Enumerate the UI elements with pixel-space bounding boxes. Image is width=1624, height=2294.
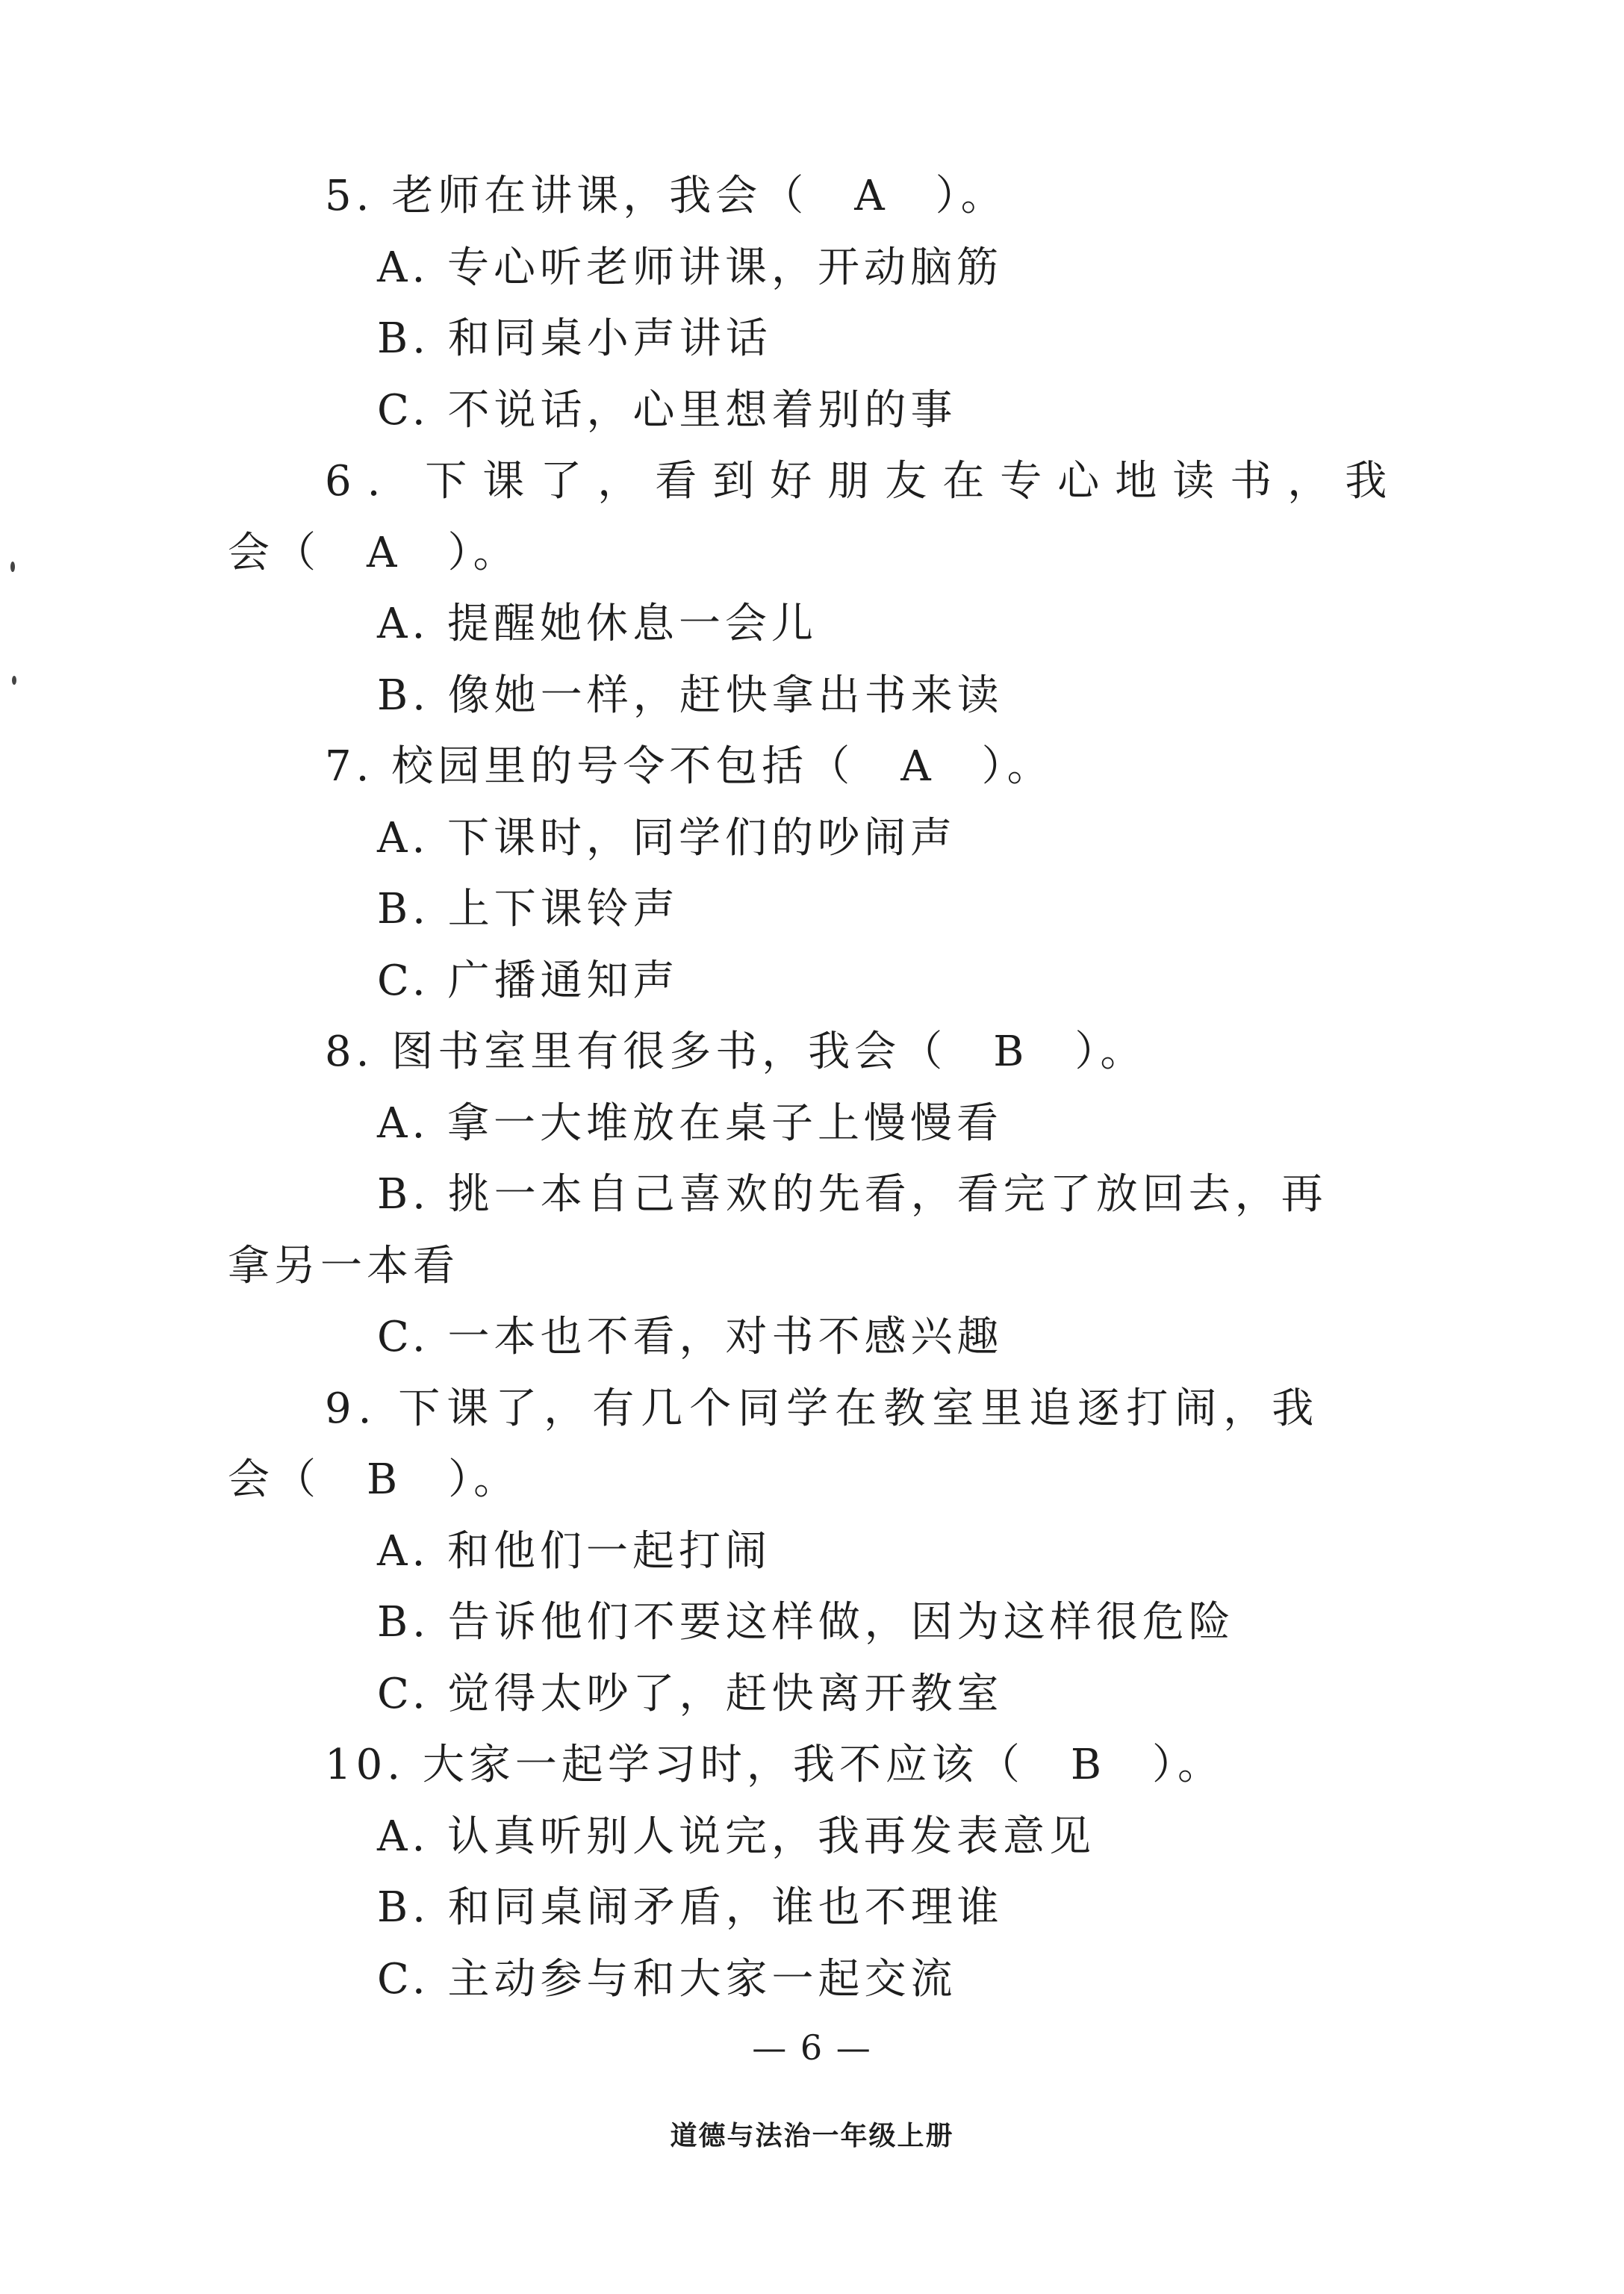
question-9-stem-continued: 会（ B ）。 — [228, 1455, 520, 1504]
question-list — [228, 161, 1407, 2015]
question-8-option-b-continued: 拿另一本看 — [228, 1241, 459, 1290]
question-6-stem-continued: 会（ A ）。 — [228, 528, 520, 577]
question-8-option-a: A. 拿一大堆放在桌子上慢慢看 — [377, 1098, 1004, 1148]
question-5-option-b: B. 和同桌小声讲话 — [377, 314, 772, 363]
question-9-option-a: A. 和他们一起打闹 — [377, 1526, 772, 1576]
question-5-option-c: C. 不说话，心里想着别的事 — [377, 385, 957, 435]
question-5-option-a: A. 专心听老师讲课，开动脑筋 — [377, 243, 1004, 292]
question-7-option-a: A. 下课时，同学们的吵闹声 — [377, 813, 957, 862]
question-5-stem: 5. 老师在讲课，我会（ A ）。 — [325, 172, 1007, 220]
book-title: 道德与法治一年级上册 — [670, 2121, 954, 2151]
question-6-option-b: B. 像她一样，赶快拿出书来读 — [377, 671, 1004, 720]
question-10-option-a: A. 认真听别人说完，我再发表意见 — [377, 1812, 1096, 1861]
question-6-stem: 6. 下课了，看到好朋友在专心地读书，我 — [325, 457, 1403, 506]
scan-speck — [10, 562, 15, 572]
question-9-option-b: B. 告诉他们不要这样做，因为这样很危险 — [377, 1598, 1235, 1647]
scan-speck — [12, 676, 16, 685]
question-8-option-c: C. 一本也不看，对书不感兴趣 — [377, 1313, 1004, 1361]
question-10-stem: 10. 大家一起学习时，我不应该（ B ）。 — [325, 1741, 1225, 1789]
question-7-option-b: B. 上下课铃声 — [377, 885, 679, 933]
question-6-option-a: A. 提醒她休息一会儿 — [377, 600, 818, 648]
question-9-option-c: C. 觉得太吵了，赶快离开教室 — [377, 1669, 1004, 1718]
page-number: — 6 — — [752, 2027, 872, 2068]
question-8-option-b: B. 挑一本自己喜欢的先看，看完了放回去，再 — [377, 1170, 1328, 1219]
question-8-stem: 8. 图书室里有很多书，我会（ B ）。 — [325, 1028, 1147, 1076]
question-10-option-c: C. 主动参与和大家一起交流 — [377, 1954, 957, 2004]
question-10-option-b: B. 和同桌闹矛盾，谁也不理谁 — [377, 1883, 1004, 1932]
question-9-stem: 9. 下课了，有几个同学在教室里追逐打闹，我 — [325, 1384, 1321, 1433]
question-7-option-c: C. 广播通知声 — [377, 956, 679, 1005]
question-7-stem: 7. 校园里的号令不包括（ A ）。 — [325, 742, 1054, 791]
